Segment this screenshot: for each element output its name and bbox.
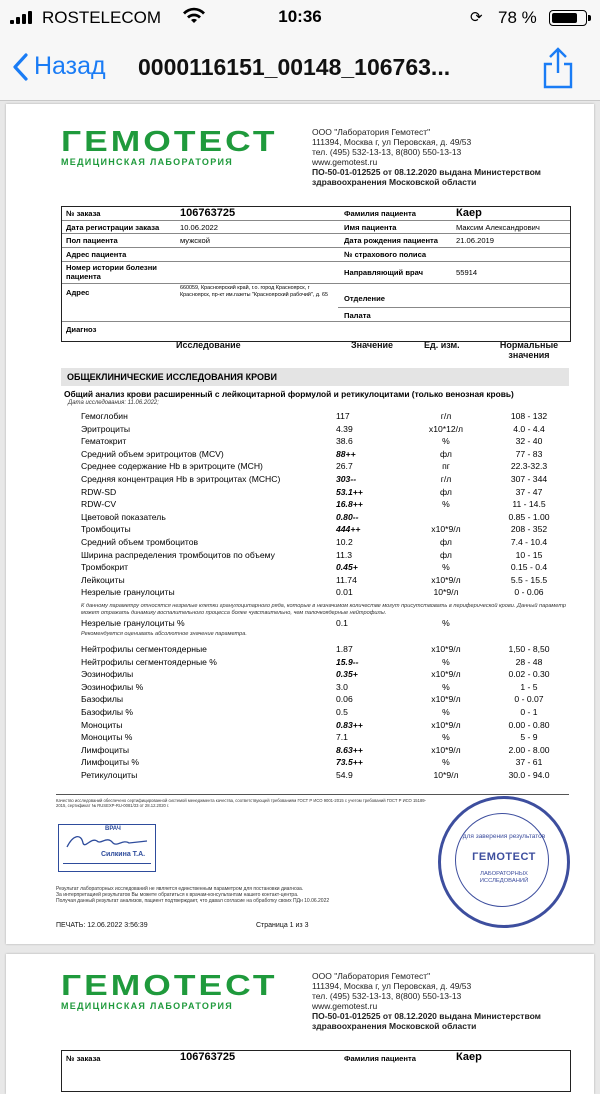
result-norm: 0.85 - 1.00	[508, 511, 550, 522]
result-norm: 0.02 - 0.30	[508, 669, 550, 680]
result-name: Среднее содержание Hb в эритроците (MCH)	[81, 461, 263, 472]
result-name: Эозинофилы %	[81, 681, 144, 692]
result-value: 7.1	[336, 732, 348, 743]
result-name: Средний объем тромбоцитов	[81, 537, 199, 547]
battery-icon	[549, 10, 587, 26]
result-row	[6, 731, 594, 743]
print-date: ПЕЧАТЬ: 12.06.2022 3:56:39	[56, 922, 148, 929]
result-norm: 37 - 61	[515, 757, 543, 768]
result-norm: 30.0 - 94.0	[508, 770, 550, 780]
result-name: Эозинофилы	[81, 669, 134, 680]
result-unit: х10*12/л	[428, 423, 464, 434]
result-norm: 10 - 15	[515, 549, 543, 560]
result-name: Средняя концентрация Hb в эритроцитах (MCHC)	[81, 474, 281, 484]
result-name: Базофилы	[81, 694, 124, 705]
note-recommend: Рекомендуется оценивать абсолютное значение параметра.	[81, 631, 247, 637]
result-unit: х10*9/л	[431, 669, 461, 680]
result-row	[6, 423, 594, 435]
result-row	[6, 693, 594, 705]
result-norm: 5.5 - 15.5	[510, 574, 548, 585]
result-norm: 77 - 83	[515, 448, 543, 459]
result-row	[6, 668, 594, 680]
result-row	[6, 435, 594, 447]
result-value: 4.39	[336, 423, 353, 434]
result-name: Ретикулоциты	[81, 770, 138, 780]
result-value: 0.35+	[336, 669, 358, 680]
result-value: 0.01	[336, 587, 353, 598]
lab-info: ООО "Лаборатория Гемотест" 111394, Москва г, ул Перовская, д. 49/53 тел. (495) 532-13-13, 8(800) 550-13-13 www.gemotest.ru ПО-50-01-012525 от 08.12.2020 выдана Министерством здравоохранения Московской области	[312, 971, 541, 1031]
result-unit: фл	[440, 486, 452, 497]
result-unit: г/л	[440, 474, 452, 484]
document-page-1	[6, 104, 594, 944]
clock: 10:36	[278, 7, 322, 26]
header-unit: Ед. изм.	[424, 340, 460, 350]
result-unit: х10*9/л	[431, 719, 461, 730]
result-row	[6, 706, 594, 718]
result-value: 0.83++	[336, 719, 363, 730]
result-row	[6, 498, 594, 510]
result-name: Лимфоциты	[81, 744, 130, 755]
result-norm: 0 - 1	[520, 707, 538, 717]
result-unit: %	[442, 732, 450, 743]
result-unit: %	[442, 436, 450, 447]
share-icon	[540, 46, 576, 90]
result-norm: 2.00 - 8.00	[508, 744, 550, 755]
document-title: 0000116151_00148_106763...	[138, 54, 451, 80]
result-row	[6, 744, 594, 756]
result-value: 88++	[336, 448, 356, 459]
document-page-2	[6, 954, 594, 1094]
result-row: Незрелые гранулоциты % 0.1 %	[81, 618, 450, 628]
result-value: 8.63++	[336, 744, 363, 755]
result-row	[6, 769, 594, 781]
result-row	[6, 486, 594, 498]
result-value: 26.7	[336, 461, 353, 472]
result-row	[6, 549, 594, 561]
header-test: Исследование	[176, 340, 241, 350]
result-name: Гематокрит	[81, 436, 127, 447]
result-name: Ширина распределения тромбоцитов по объему	[81, 549, 275, 560]
result-value: 16.8++	[336, 499, 363, 510]
result-name: Лейкоциты	[81, 574, 125, 585]
result-unit: х10*9/л	[431, 524, 461, 535]
result-name: Цветовой показатель	[81, 511, 166, 522]
result-norm: 28 - 48	[515, 656, 543, 667]
result-name: Моноциты	[81, 719, 123, 730]
patient-info-table: № заказа 106763725 Фамилия пациента Каер	[61, 1050, 571, 1092]
section-title: ОБЩЕКЛИНИЧЕСКИЕ ИССЛЕДОВАНИЯ КРОВИ	[61, 368, 569, 386]
result-name: RDW-SD	[81, 486, 117, 497]
header-value: Значение	[351, 340, 394, 350]
result-norm: 4.0 - 4.4	[513, 423, 545, 434]
result-unit: г/л	[440, 411, 452, 421]
result-unit: фл	[440, 448, 452, 459]
result-norm: 11 - 14.5	[512, 499, 546, 510]
back-label: Назад	[34, 52, 106, 80]
result-unit: %	[442, 499, 450, 510]
result-value: 1.87	[336, 644, 353, 654]
result-norm: 1 - 5	[520, 681, 538, 692]
result-norm: 208 - 352	[510, 524, 548, 535]
result-unit: %	[442, 707, 450, 717]
result-unit: х10*9/л	[431, 744, 461, 755]
result-row	[6, 448, 594, 460]
result-name: Нейтрофилы сегментоядерные	[81, 644, 207, 654]
result-unit: х10*9/л	[431, 694, 461, 705]
result-norm: 0.15 - 0.4	[510, 562, 548, 573]
result-unit: х10*9/л	[431, 574, 461, 585]
note-immature: К данному параметру относятся незрелые клетки гранулоцитарного ряда, которые в незначимом количестве могут присутствовать в периферической крови. Данный параметр может отражать динамику воспалительного процесса более чувствительно, чем палочкоядерные нейтрофилы.	[81, 603, 567, 616]
result-row	[6, 460, 594, 472]
result-value: 3.0	[336, 681, 348, 692]
result-value: 303--	[336, 474, 357, 484]
patient-info-table: № заказа 106763725 Фамилия пациента Каер Дата регистрации заказа 10.06.2022 Имя пациента Максим Александрович Пол пациента мужской Дата рождения пациента 21.06.2019 Адрес пациента № страхового полиса Номер истории болезни пациента Направляющий врач 55914 Адрес 660059, Красноярский край, г.о. город Красноярск, г Красноярск, пр-кт им.газеты "Красноярский рабочий", д. 65 Отделение Палата Диагноз	[61, 206, 571, 342]
result-row	[6, 511, 594, 523]
chevron-left-icon	[12, 53, 28, 81]
result-unit: %	[442, 656, 450, 667]
result-row	[6, 536, 594, 548]
back-button[interactable]	[12, 52, 106, 81]
result-value: 38.6	[336, 436, 353, 447]
result-value: 0.80--	[336, 511, 359, 522]
result-value: 11.74	[336, 574, 357, 585]
result-norm: 0.00 - 0.80	[508, 719, 550, 730]
result-unit: 10*9/л	[433, 770, 459, 780]
lab-info: ООО "Лаборатория Гемотест" 111394, Москва г, ул Перовская, д. 49/53 тел. (495) 532-13-13, 8(800) 550-13-13 www.gemotest.ru ПО-50-01-012525 от 08.12.2020 выдана Министерством здравоохранения Московской области	[312, 127, 541, 187]
result-row	[6, 523, 594, 535]
result-value: 73.5++	[336, 757, 363, 768]
result-name: Тромбокрит	[81, 562, 129, 573]
result-norm: 307 - 344	[510, 474, 548, 484]
result-norm: 22.3-32.3	[510, 461, 548, 472]
result-norm: 32 - 40	[515, 436, 543, 447]
result-name: Нейтрофилы сегментоядерные %	[81, 656, 217, 667]
navigation-bar	[0, 36, 600, 101]
result-norm: 37 - 47	[515, 486, 543, 497]
result-name: Средний объем эритроцитов (MCV)	[81, 448, 224, 459]
doctor-stamp: ВРАЧ Силкина Т.А.	[58, 824, 156, 872]
result-unit: фл	[440, 537, 452, 547]
result-name: Лимфоциты %	[81, 757, 140, 768]
result-value: 54.9	[336, 770, 353, 780]
result-value: 53.1++	[336, 486, 363, 497]
result-name: Гемоглобин	[81, 411, 128, 421]
result-value: 444++	[336, 524, 361, 535]
result-unit: %	[442, 562, 450, 573]
result-value: 0.45+	[336, 562, 358, 573]
result-value: 11.3	[336, 549, 353, 560]
result-row	[6, 586, 594, 598]
battery-percent: 78 %	[498, 8, 537, 27]
result-row	[6, 473, 594, 485]
result-row	[6, 681, 594, 693]
result-name: RDW-CV	[81, 499, 117, 510]
carrier-name: ROSTELECOM	[42, 8, 162, 27]
share-button[interactable]	[540, 46, 576, 95]
result-value: 0.5	[336, 707, 348, 717]
result-norm: 7.4 - 10.4	[510, 537, 548, 547]
analysis-date: Дата исследования: 11.06.2022;	[68, 400, 159, 406]
result-norm: 108 - 132	[510, 411, 548, 421]
rotation-lock-icon: ⟳	[470, 9, 483, 26]
result-name: Моноциты %	[81, 732, 133, 743]
result-value: 0.06	[336, 694, 353, 705]
result-norm: 0 - 0.06	[514, 587, 544, 598]
result-unit: %	[442, 681, 450, 692]
result-name: Эритроциты	[81, 423, 131, 434]
result-row	[6, 574, 594, 586]
status-bar	[0, 0, 600, 36]
result-value: 117	[336, 411, 350, 421]
result-unit: %	[442, 757, 450, 768]
analysis-title: Общий анализ крови расширенный с лейкоцитарной формулой и ретикулоцитами (только венозная кровь)	[64, 389, 514, 399]
gemotest-logo: ГЕМОТЕСТ МЕДИЦИНСКАЯ ЛАБОРАТОРИЯ	[61, 126, 278, 167]
result-unit: пг	[442, 461, 450, 472]
gemotest-logo: ГЕМОТЕСТ МЕДИЦИНСКАЯ ЛАБОРАТОРИЯ	[61, 970, 278, 1011]
result-unit: 10*9/л	[433, 587, 459, 598]
result-row	[6, 561, 594, 573]
quality-note: Качество исследований обеспечено сертифицированной системой менеджмента качества, соответствующей требованиям ГОСТ Р ИСО 9001-2015 с учетом требований ГОСТ Р ИСО 15189-2015, сертификат № RUSEXP-RU-0081/33 от 28.12.2020 г.	[56, 798, 427, 809]
page-number: Страница 1 из 3	[256, 922, 309, 929]
result-value: 10.2	[336, 537, 353, 547]
result-unit: фл	[440, 549, 452, 560]
lab-seal: для заверения результатов ГЕМОТЕСТ ЛАБОРАТОРНЫХ ИССЛЕДОВАНИЙ	[438, 796, 570, 928]
result-row	[6, 656, 594, 668]
result-name: Базофилы %	[81, 707, 134, 717]
result-row	[6, 756, 594, 768]
result-name: Незрелые гранулоциты	[81, 587, 175, 598]
result-row	[6, 643, 594, 655]
result-unit: х10*9/л	[431, 644, 461, 654]
result-row	[6, 410, 594, 422]
disclaimer: Результат лабораторных исследований не является единственным параметром для постановки диагноза. За интерпретацией результатов Вы можете обратиться к врачам-консультантам нашего контакт-центра. Получая данный результат анализов, пациент подтверждает, что давал согласие на обработку своих ПДн 10.06.2022	[56, 886, 330, 904]
result-norm: 0 - 0.07	[514, 694, 544, 705]
header-norm: Нормальные значения	[499, 340, 559, 360]
result-value: 15.9--	[336, 656, 359, 667]
result-name: Тромбоциты	[81, 524, 131, 535]
result-row	[6, 719, 594, 731]
result-norm: 5 - 9	[520, 732, 538, 743]
result-norm: 1,50 - 8,50	[508, 644, 550, 654]
